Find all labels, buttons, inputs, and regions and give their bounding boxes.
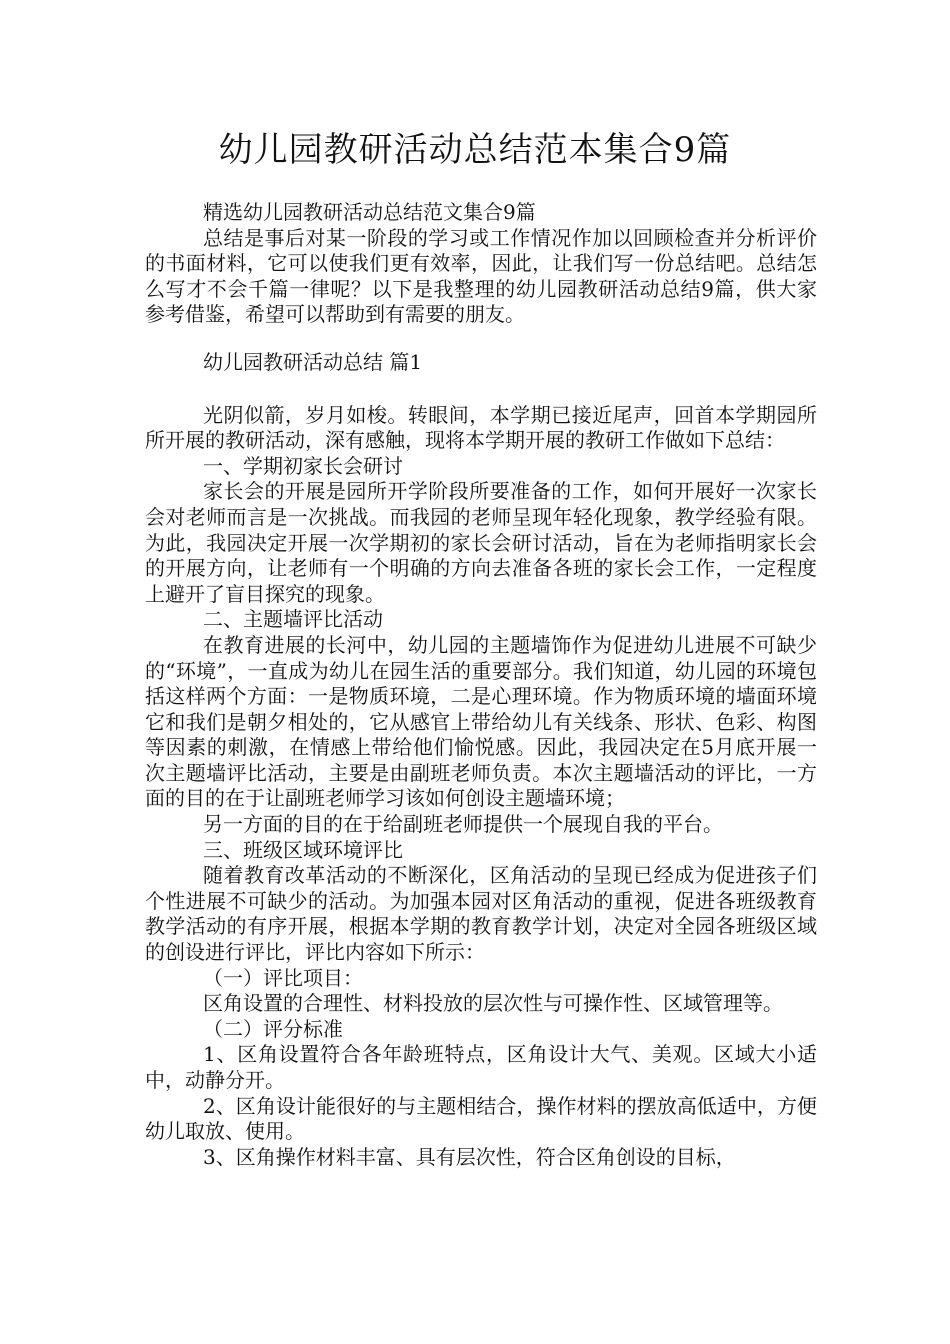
body-paragraph: 在教育进展的长河中，幼儿园的主题墙饰作为促进幼儿进展不可缺少的“环境”，一直成为幼儿在园生活的重要部分。我们知道，幼儿园的环境包括这样两个方面：一是物质环境，二是心理环境。作为物质环境的墙面环境它和我们是朝夕相处的，它从感官上带给幼儿有关线条、形状、色彩、构图等因素的刺激，在情感上带给他们愉悦感。因此，我园决定在5月底开展一次主题墙评比活动，主要是由副班老师负责。本次主题墙活动的评比，一方面的目的在于让副班老师学习该如何创设主题墙环境； [145,632,817,811]
list-item: 1、区角设置符合各年龄班特点，区角设计大气、美观。区域大小适中，动静分开。 [145,1042,817,1092]
body-paragraph: 区角设置的合理性、材料投放的层次性与可操作性、区域管理等。 [203,991,783,1016]
body-paragraph: 随着教育改革活动的不断深化，区角活动的呈现已经成为促进孩子们个性进展不可缺少的活动。为加强本园对区角活动的重视，促进各班级教育教学活动的有序开展，根据本学期的教育教学计划，决定对全园各班级区域的创设进行评比，评比内容如下所示： [145,863,817,965]
subsection-heading: 二、主题墙评比活动 [203,607,383,632]
body-paragraph: 另一方面的目的在于给副班老师提供一个展现自我的平台。 [203,812,723,837]
list-heading: （一）评比项目： [203,965,363,990]
list-item: 2、区角设计能很好的与主题相结合，操作材料的摆放高低适中，方便幼儿取放、使用。 [145,1093,817,1144]
subsection-heading: 一、学期初家长会研讨 [203,453,403,478]
document-title: 幼儿园教研活动总结范本集合9篇 [218,130,732,170]
section-heading: 幼儿园教研活动总结 篇1 [203,349,423,374]
body-paragraph: 家长会的开展是园所开学阶段所要准备的工作，如何开展好一次家长会对老师而言是一次挑战。而我园的老师呈现年轻化现象，教学经验有限。为此，我园决定开展一次学期初的家长会研讨活动，旨在为老师指明家长会的开展方向，让老师有一个明确的方向去准备各班的家长会工作，一定程度上避开了盲目探究的现象。 [145,479,817,606]
spacer [145,376,817,403]
subtitle-paragraph: 精选幼儿园教研活动总结范文集合9篇 [203,200,536,224]
list-item: 3、区角操作材料丰富、具有层次性，符合区角创设的目标， [203,1144,736,1169]
spacer [145,328,817,350]
body-paragraph: 光阴似箭，岁月如梭。转眼间，本学期已接近尾声，回首本学期园所所开展的教研活动，深有感触，现将本学期开展的教研工作做如下总结： [145,402,817,453]
document-body [145,200,817,1170]
intro-paragraph: 总结是事后对某一阶段的学习或工作情况作加以回顾检查并分析评价的书面材料，它可以使我们更有效率，因此，让我们写一份总结吧。总结怎么写才不会千篇一律呢？以下是我整理的幼儿园教研活动总结9篇，供大家参考借鉴，希望可以帮助到有需要的朋友。 [145,225,817,327]
subsection-heading: 三、班级区域环境评比 [203,837,403,862]
list-heading: （二）评分标准 [203,1016,343,1041]
